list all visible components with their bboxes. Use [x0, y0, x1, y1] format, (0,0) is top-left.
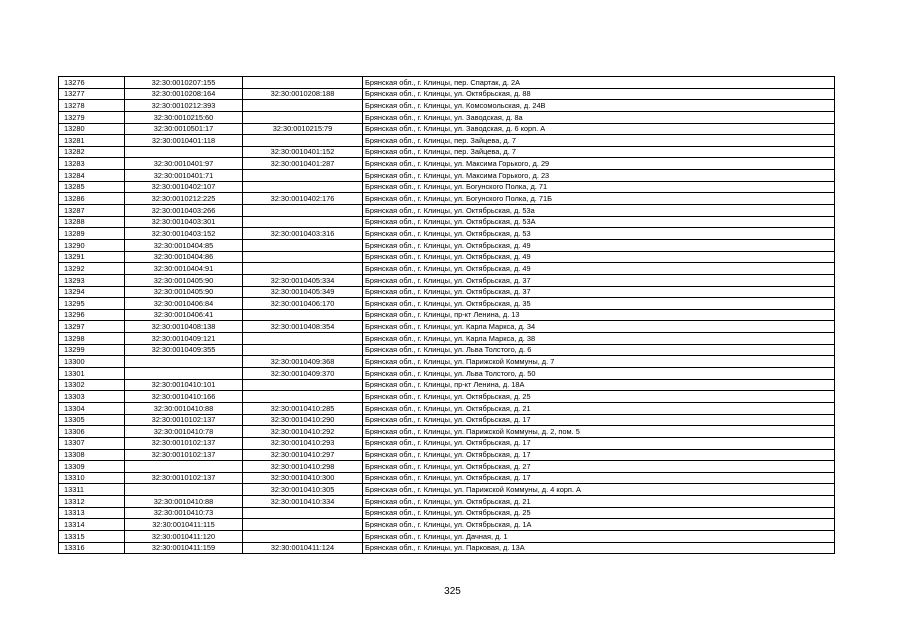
table-row	[59, 484, 835, 496]
address-cell: Брянская обл., г. Клинцы, ул. Заводская, д. 6 корп. А	[363, 123, 835, 135]
cadastral-number-cell: 32:30:0010405:90	[125, 286, 243, 298]
table-row	[59, 507, 835, 519]
cadastral-number-cell: 32:30:0010402:107	[125, 181, 243, 193]
row-number-cell: 13302	[59, 379, 125, 391]
table-row	[59, 251, 835, 263]
table-row	[59, 170, 835, 182]
row-number-cell: 13305	[59, 414, 125, 426]
cadastral-number-2-cell: 32:30:0010409:368	[243, 356, 363, 368]
table-row	[59, 402, 835, 414]
cadastral-number-2-cell: 32:30:0010411:124	[243, 542, 363, 554]
row-number-cell: 13314	[59, 519, 125, 531]
address-cell: Брянская обл., г. Клинцы, ул. Октябрьская, д. 21	[363, 496, 835, 508]
row-number-cell: 13303	[59, 391, 125, 403]
row-number-cell: 13316	[59, 542, 125, 554]
cadastral-number-2-cell: 32:30:0010410:290	[243, 414, 363, 426]
table-row	[59, 274, 835, 286]
row-number-cell: 13310	[59, 472, 125, 484]
table-row	[59, 205, 835, 217]
cadastral-number-2-cell: 32:30:0010410:297	[243, 449, 363, 461]
address-cell: Брянская обл., г. Клинцы, пер. Зайцева, д. 7	[363, 135, 835, 147]
table-row	[59, 263, 835, 275]
table-row	[59, 379, 835, 391]
address-cell: Брянская обл., г. Клинцы, ул. Октябрьская, д. 49	[363, 239, 835, 251]
row-number-cell: 13289	[59, 228, 125, 240]
table-row	[59, 158, 835, 170]
row-number-cell: 13280	[59, 123, 125, 135]
row-number-cell: 13277	[59, 88, 125, 100]
cadastral-number-cell: 32:30:0010409:355	[125, 344, 243, 356]
cadastral-number-cell: 32:30:0010405:90	[125, 274, 243, 286]
registry-table-body	[59, 77, 835, 554]
row-number-cell: 13297	[59, 321, 125, 333]
cadastral-number-cell: 32:30:0010401:71	[125, 170, 243, 182]
address-cell: Брянская обл., г. Клинцы, ул. Заводская, д. 8а	[363, 111, 835, 123]
cadastral-number-cell: 32:30:0010403:301	[125, 216, 243, 228]
address-cell: Брянская обл., г. Клинцы, ул. Комсомольская, д. 24В	[363, 100, 835, 112]
cadastral-number-2-cell: 32:30:0010410:293	[243, 437, 363, 449]
cadastral-number-cell: 32:30:0010102:137	[125, 449, 243, 461]
address-cell: Брянская обл., г. Клинцы, ул. Максима Горького, д. 29	[363, 158, 835, 170]
table-row	[59, 356, 835, 368]
cadastral-number-2-cell	[243, 181, 363, 193]
cadastral-number-2-cell	[243, 333, 363, 345]
cadastral-number-cell	[125, 461, 243, 473]
row-number-cell: 13279	[59, 111, 125, 123]
table-row	[59, 228, 835, 240]
row-number-cell: 13309	[59, 461, 125, 473]
table-row	[59, 519, 835, 531]
cadastral-number-cell	[125, 356, 243, 368]
address-cell: Брянская обл., г. Клинцы, пер. Спартак, д. 2А	[363, 77, 835, 89]
address-cell: Брянская обл., г. Клинцы, ул. Октябрьская, д. 53а	[363, 205, 835, 217]
cadastral-number-cell: 32:30:0010212:393	[125, 100, 243, 112]
cadastral-number-cell: 32:30:0010102:137	[125, 414, 243, 426]
cadastral-number-2-cell	[243, 391, 363, 403]
address-cell: Брянская обл., г. Клинцы, ул. Октябрьская, д. 53А	[363, 216, 835, 228]
row-number-cell: 13284	[59, 170, 125, 182]
address-cell: Брянская обл., г. Клинцы, ул. Льва Толстого, д. 50	[363, 368, 835, 380]
cadastral-number-2-cell: 32:30:0010410:285	[243, 402, 363, 414]
row-number-cell: 13296	[59, 309, 125, 321]
table-row	[59, 216, 835, 228]
row-number-cell: 13315	[59, 530, 125, 542]
cadastral-number-cell: 32:30:0010411:120	[125, 530, 243, 542]
address-cell: Брянская обл., г. Клинцы, ул. Октябрьская, д. 27	[363, 461, 835, 473]
table-row	[59, 77, 835, 89]
cadastral-number-2-cell: 32:30:0010208:188	[243, 88, 363, 100]
cadastral-number-2-cell: 32:30:0010402:176	[243, 193, 363, 205]
cadastral-number-2-cell: 32:30:0010403:316	[243, 228, 363, 240]
cadastral-number-cell: 32:30:0010410:88	[125, 402, 243, 414]
address-cell: Брянская обл., г. Клинцы, ул. Октябрьская, д. 35	[363, 298, 835, 310]
row-number-cell: 13299	[59, 344, 125, 356]
row-number-cell: 13288	[59, 216, 125, 228]
cadastral-number-2-cell	[243, 379, 363, 391]
table-row	[59, 530, 835, 542]
cadastral-number-cell: 32:30:0010401:97	[125, 158, 243, 170]
cadastral-number-2-cell: 32:30:0010405:349	[243, 286, 363, 298]
cadastral-number-cell	[125, 368, 243, 380]
cadastral-number-2-cell: 32:30:0010401:287	[243, 158, 363, 170]
cadastral-number-2-cell: 32:30:0010410:292	[243, 426, 363, 438]
address-cell: Брянская обл., г. Клинцы, пер. Зайцева, д. 7	[363, 146, 835, 158]
address-cell: Брянская обл., г. Клинцы, ул. Октябрьская, д. 49	[363, 251, 835, 263]
address-cell: Брянская обл., г. Клинцы, ул. Октябрьская, д. 1А	[363, 519, 835, 531]
table-row	[59, 286, 835, 298]
cadastral-number-2-cell: 32:30:0010405:334	[243, 274, 363, 286]
table-row	[59, 461, 835, 473]
cadastral-number-cell: 32:30:0010404:86	[125, 251, 243, 263]
cadastral-number-2-cell	[243, 251, 363, 263]
address-cell: Брянская обл., г. Клинцы, ул. Парижской Коммуны, д. 2, пом. 5	[363, 426, 835, 438]
registry-table	[58, 76, 835, 554]
address-cell: Брянская обл., г. Клинцы, ул. Максима Горького, д. 23	[363, 170, 835, 182]
address-cell: Брянская обл., г. Клинцы, ул. Льва Толстого, д. 6	[363, 344, 835, 356]
cadastral-number-2-cell	[243, 77, 363, 89]
row-number-cell: 13307	[59, 437, 125, 449]
row-number-cell: 13287	[59, 205, 125, 217]
cadastral-number-cell: 32:30:0010403:152	[125, 228, 243, 240]
cadastral-number-cell	[125, 146, 243, 158]
address-cell: Брянская обл., г. Клинцы, ул. Богунского Полка, д. 71	[363, 181, 835, 193]
table-row	[59, 437, 835, 449]
row-number-cell: 13291	[59, 251, 125, 263]
cadastral-number-cell: 32:30:0010410:166	[125, 391, 243, 403]
cadastral-number-cell: 32:30:0010410:78	[125, 426, 243, 438]
row-number-cell: 13306	[59, 426, 125, 438]
cadastral-number-cell: 32:30:0010410:101	[125, 379, 243, 391]
cadastral-number-cell	[125, 484, 243, 496]
row-number-cell: 13294	[59, 286, 125, 298]
cadastral-number-cell: 32:30:0010404:85	[125, 239, 243, 251]
cadastral-number-cell: 32:30:0010102:137	[125, 437, 243, 449]
table-row	[59, 496, 835, 508]
row-number-cell: 13276	[59, 77, 125, 89]
table-row	[59, 100, 835, 112]
address-cell: Брянская обл., г. Клинцы, ул. Октябрьская, д. 17	[363, 437, 835, 449]
cadastral-number-2-cell	[243, 216, 363, 228]
row-number-cell: 13293	[59, 274, 125, 286]
address-cell: Брянская обл., г. Клинцы, ул. Октябрьская, д. 21	[363, 402, 835, 414]
address-cell: Брянская обл., г. Клинцы, ул. Парковая, д. 13А	[363, 542, 835, 554]
cadastral-number-cell: 32:30:0010406:84	[125, 298, 243, 310]
row-number-cell: 13298	[59, 333, 125, 345]
cadastral-number-2-cell	[243, 309, 363, 321]
cadastral-number-2-cell	[243, 530, 363, 542]
cadastral-number-2-cell	[243, 100, 363, 112]
address-cell: Брянская обл., г. Клинцы, ул. Октябрьская, д. 49	[363, 263, 835, 275]
table-row	[59, 181, 835, 193]
cadastral-number-cell: 32:30:0010102:137	[125, 472, 243, 484]
row-number-cell: 13312	[59, 496, 125, 508]
cadastral-number-2-cell	[243, 263, 363, 275]
table-row	[59, 542, 835, 554]
table-row	[59, 146, 835, 158]
cadastral-number-2-cell	[243, 519, 363, 531]
table-row	[59, 368, 835, 380]
cadastral-number-2-cell: 32:30:0010410:298	[243, 461, 363, 473]
cadastral-number-2-cell: 32:30:0010409:370	[243, 368, 363, 380]
cadastral-number-2-cell: 32:30:0010410:305	[243, 484, 363, 496]
row-number-cell: 13285	[59, 181, 125, 193]
cadastral-number-cell: 32:30:0010401:118	[125, 135, 243, 147]
address-cell: Брянская обл., г. Клинцы, ул. Октябрьская, д. 17	[363, 449, 835, 461]
cadastral-number-cell: 32:30:0010410:88	[125, 496, 243, 508]
cadastral-number-cell: 32:30:0010410:73	[125, 507, 243, 519]
row-number-cell: 13308	[59, 449, 125, 461]
row-number-cell: 13290	[59, 239, 125, 251]
cadastral-number-2-cell: 32:30:0010410:300	[243, 472, 363, 484]
table-row	[59, 298, 835, 310]
table-row	[59, 344, 835, 356]
cadastral-number-2-cell	[243, 239, 363, 251]
address-cell: Брянская обл., г. Клинцы, ул. Богунского Полка, д. 71Б	[363, 193, 835, 205]
row-number-cell: 13304	[59, 402, 125, 414]
cadastral-number-cell: 32:30:0010207:155	[125, 77, 243, 89]
cadastral-number-2-cell	[243, 170, 363, 182]
cadastral-number-2-cell	[243, 205, 363, 217]
row-number-cell: 13281	[59, 135, 125, 147]
cadastral-number-cell: 32:30:0010411:115	[125, 519, 243, 531]
address-cell: Брянская обл., г. Клинцы, ул. Октябрьская, д. 17	[363, 472, 835, 484]
row-number-cell: 13300	[59, 356, 125, 368]
row-number-cell: 13282	[59, 146, 125, 158]
table-row	[59, 193, 835, 205]
table-row	[59, 239, 835, 251]
row-number-cell: 13286	[59, 193, 125, 205]
cadastral-number-cell: 32:30:0010208:164	[125, 88, 243, 100]
table-row	[59, 472, 835, 484]
cadastral-number-2-cell	[243, 344, 363, 356]
address-cell: Брянская обл., г. Клинцы, ул. Октябрьская, д. 88	[363, 88, 835, 100]
table-row	[59, 123, 835, 135]
cadastral-number-2-cell: 32:30:0010408:354	[243, 321, 363, 333]
row-number-cell: 13301	[59, 368, 125, 380]
address-cell: Брянская обл., г. Клинцы, ул. Октябрьская, д. 25	[363, 507, 835, 519]
address-cell: Брянская обл., г. Клинцы, ул. Октябрьская, д. 37	[363, 286, 835, 298]
table-row	[59, 426, 835, 438]
cadastral-number-2-cell: 32:30:0010406:170	[243, 298, 363, 310]
cadastral-number-2-cell	[243, 507, 363, 519]
address-cell: Брянская обл., г. Клинцы, ул. Октябрьская, д. 17	[363, 414, 835, 426]
table-row	[59, 111, 835, 123]
address-cell: Брянская обл., г. Клинцы, ул. Октябрьская, д. 53	[363, 228, 835, 240]
row-number-cell: 13292	[59, 263, 125, 275]
table-row	[59, 449, 835, 461]
row-number-cell: 13313	[59, 507, 125, 519]
row-number-cell: 13283	[59, 158, 125, 170]
address-cell: Брянская обл., г. Клинцы, ул. Парижской Коммуны, д. 7	[363, 356, 835, 368]
cadastral-number-cell: 32:30:0010212:225	[125, 193, 243, 205]
row-number-cell: 13311	[59, 484, 125, 496]
table-row	[59, 88, 835, 100]
cadastral-number-cell: 32:30:0010403:266	[125, 205, 243, 217]
cadastral-number-2-cell: 32:30:0010401:152	[243, 146, 363, 158]
cadastral-number-2-cell: 32:30:0010410:334	[243, 496, 363, 508]
table-row	[59, 309, 835, 321]
cadastral-number-cell: 32:30:0010404:91	[125, 263, 243, 275]
address-cell: Брянская обл., г. Клинцы, ул. Парижской Коммуны, д. 4 корп. А	[363, 484, 835, 496]
cadastral-number-cell: 32:30:0010406:41	[125, 309, 243, 321]
table-row	[59, 333, 835, 345]
table-row	[59, 414, 835, 426]
cadastral-number-cell: 32:30:0010501:17	[125, 123, 243, 135]
address-cell: Брянская обл., г. Клинцы, ул. Карла Маркса, д. 38	[363, 333, 835, 345]
table-row	[59, 321, 835, 333]
address-cell: Брянская обл., г. Клинцы, ул. Карла Маркса, д. 34	[363, 321, 835, 333]
cadastral-number-cell: 32:30:0010215:60	[125, 111, 243, 123]
table-row	[59, 391, 835, 403]
cadastral-number-cell: 32:30:0010408:138	[125, 321, 243, 333]
address-cell: Брянская обл., г. Клинцы, ул. Дачная, д. 1	[363, 530, 835, 542]
row-number-cell: 13278	[59, 100, 125, 112]
table-row	[59, 135, 835, 147]
address-cell: Брянская обл., г. Клинцы, пр-кт Ленина, д. 13	[363, 309, 835, 321]
cadastral-number-cell: 32:30:0010411:159	[125, 542, 243, 554]
cadastral-number-2-cell	[243, 111, 363, 123]
page-number: 325	[444, 586, 461, 597]
address-cell: Брянская обл., г. Клинцы, ул. Октябрьская, д. 37	[363, 274, 835, 286]
address-cell: Брянская обл., г. Клинцы, пр-кт Ленина, д. 18А	[363, 379, 835, 391]
cadastral-number-2-cell	[243, 135, 363, 147]
cadastral-number-cell: 32:30:0010409:121	[125, 333, 243, 345]
cadastral-number-2-cell: 32:30:0010215:79	[243, 123, 363, 135]
row-number-cell: 13295	[59, 298, 125, 310]
address-cell: Брянская обл., г. Клинцы, ул. Октябрьская, д. 25	[363, 391, 835, 403]
